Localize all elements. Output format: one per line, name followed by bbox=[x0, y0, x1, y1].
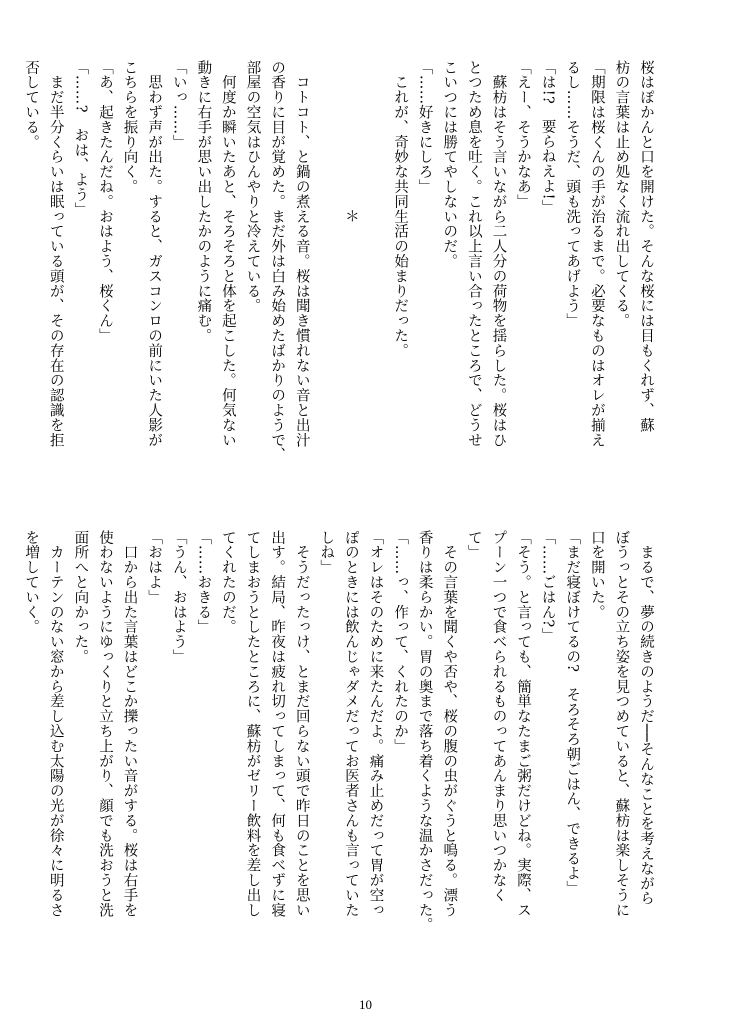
text-line: 「あ、起きたんだね。おはよう、桜くん」 bbox=[96, 60, 113, 344]
text-line: 部屋の空気はひんやりと冷えている。 bbox=[244, 60, 261, 314]
text-line: 「オレはそのために来たんだよ。痛み止めだって胃が空っ bbox=[367, 530, 384, 918]
text-line: 使わないようにゆっくりと立ち上がり、顔でも洗おうと洗 bbox=[96, 530, 113, 918]
text-line: 口から出た言葉はどこか擽ったい音がする。桜は右手を bbox=[121, 530, 138, 918]
text-line: て」 bbox=[465, 530, 482, 560]
text-line: とつため息を吐く。これ以上言い合ったところで、どうせ bbox=[465, 60, 482, 448]
text-line: 「まだ寝ぼけてるの? そろそろ朝ごはん、できるよ」 bbox=[564, 530, 581, 896]
text-line: てくれたのだ。 bbox=[219, 530, 236, 635]
text-line: 動きに右手が思い出したかのように痛む。 bbox=[195, 60, 212, 344]
text-line: 「は!? 要らねえよ!」 bbox=[539, 60, 556, 215]
text-line: 思わず声が出た。すると、ガスコンロの前にいた人影が bbox=[146, 60, 163, 448]
text-line: その言葉を聞くや否や、桜の腹の虫がぐうと鳴る。漂う bbox=[441, 530, 458, 918]
text-line: 「えー、そうかなあ」 bbox=[515, 60, 532, 209]
text-line: 「いっ……」 bbox=[170, 60, 187, 150]
text-line: 「おはよ」 bbox=[146, 530, 163, 605]
page-number: 10 bbox=[359, 997, 372, 1012]
text-line: 「期限は桜くんの手が治るまで。必要なものはオレが揃え bbox=[588, 60, 605, 448]
text-line: まだ半分くらいは眠っている頭が、その存在の認識を拒 bbox=[47, 60, 64, 448]
text-line: 枋の言葉は止め処なく流れ出してくる。 bbox=[613, 60, 630, 329]
text-line: こちらを振り向く。 bbox=[121, 60, 138, 195]
text-line: 否している。 bbox=[23, 60, 40, 150]
text-line: 「うん、おはよう」 bbox=[170, 530, 187, 665]
text-line: 出す。結局、昨夜は疲れ切ってしまって、何も食べずに寝 bbox=[269, 530, 286, 918]
text-line: ぼうっとその立ち姿を見つめていると、蘇枋は楽しそうに bbox=[613, 530, 630, 918]
text-line: ぽのときには飲んじゃダメだってお医者さんも言っていた bbox=[342, 530, 359, 918]
text-block-top bbox=[23, 60, 658, 492]
text-line: こいつには勝てやしないのだ。 bbox=[441, 60, 458, 269]
text-line bbox=[314, 60, 339, 492]
text-line: 面所へと向かった。 bbox=[72, 530, 89, 665]
text-line: 「そう。と言っても、簡単なたまご粥だけどね。実際、ス bbox=[515, 530, 532, 918]
text-line: これが、奇妙な共同生活の始まりだった。 bbox=[392, 60, 409, 358]
text-line: ＊ bbox=[342, 60, 359, 224]
text-line: 何度か瞬いたあと、そろそろと体を起こした。何気ない bbox=[219, 60, 236, 448]
text-line: プーン一つで食べられるものってあんまり思いつかなく bbox=[490, 530, 507, 903]
text-line: しね」 bbox=[318, 530, 335, 575]
text-block-bottom bbox=[23, 530, 658, 972]
text-line: 口を開いた。 bbox=[588, 530, 605, 620]
text-line: 「……っ、作って、くれたのか」 bbox=[392, 530, 409, 754]
text-line: 「……好きにしろ」 bbox=[416, 60, 433, 195]
text-line: 桜はぽかんと口を開けた。そんな桜には目もくれず、蘇 bbox=[638, 60, 654, 433]
text-line bbox=[363, 60, 388, 492]
text-line: カーテンのない窓から差し込む太陽の光が徐々に明るさ bbox=[47, 530, 64, 918]
text-line: の香りに目が覚めた。まだ外は白み始めたばかりのようで、 bbox=[269, 60, 286, 463]
text-line: を増していく。 bbox=[23, 530, 40, 635]
text-line: 香りは柔らかい。胃の奥まで落ち着くような温かさだった。 bbox=[416, 530, 433, 933]
text-line: てしまおうとしたところに、蘇枋がゼリー飲料を差し出し bbox=[244, 530, 261, 918]
text-line: コトコト、と鍋の煮える音。桜は聞き慣れない音と出汁 bbox=[293, 60, 310, 448]
text-line: そうだったっけ、とまだ回らない頭で昨日のことを思い bbox=[293, 530, 310, 918]
text-line: 「……おきる」 bbox=[195, 530, 212, 635]
text-line: 「……? おは、よう」 bbox=[72, 60, 89, 218]
text-line: 蘇枋はそう言いながら二人分の荷物を揺らした。桜はひ bbox=[490, 60, 507, 448]
text-line: まるで、夢の続きのようだ──そんなことを考えながら bbox=[638, 530, 654, 906]
text-line: 「……ごはん?」 bbox=[539, 530, 556, 643]
text-line: るし……そうだ、頭も洗ってあげよう」 bbox=[564, 60, 581, 329]
